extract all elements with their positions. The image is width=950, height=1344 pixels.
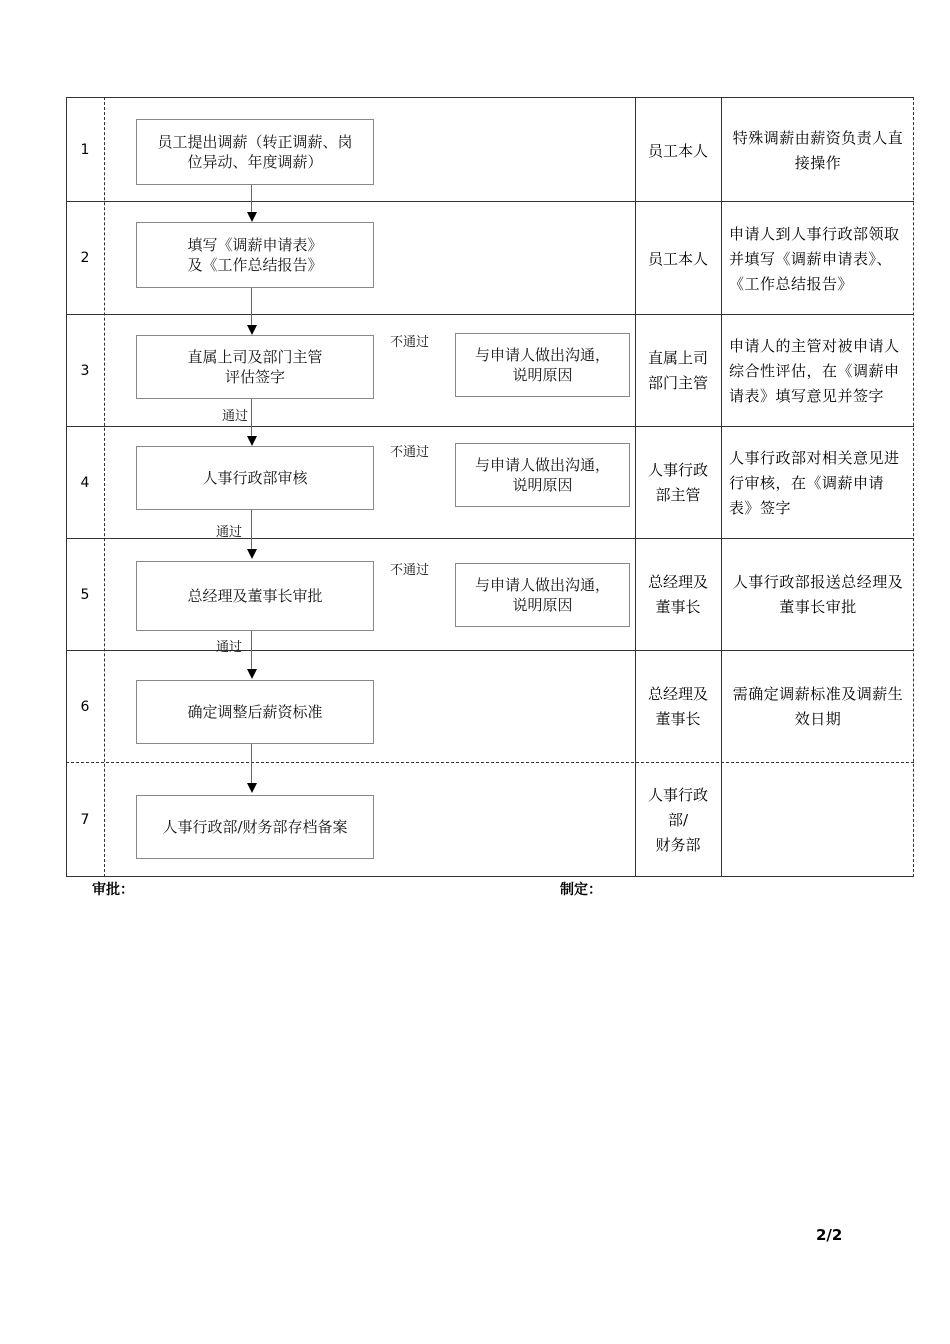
step-description: 人事行政部报送总经理及董事长审批 <box>732 573 904 616</box>
flow-connector <box>251 510 252 550</box>
arrow-down-icon <box>247 325 257 335</box>
step-description <box>729 766 907 874</box>
step-box: 填写《调薪申请表》 及《工作总结报告》 <box>136 222 374 288</box>
reject-label: 不通过 <box>390 563 430 578</box>
step-role: 人事行政 部/ 财务部 <box>647 785 708 854</box>
row-separator <box>66 762 914 763</box>
step-description: 申请人的主管对被申请人综合性评估，在《调薪申请表》填写意见并签字 <box>729 336 900 405</box>
page-number: 2/2 <box>816 1226 843 1244</box>
step-number: 6 <box>80 699 90 715</box>
step-number: 5 <box>80 587 90 603</box>
arrow-down-icon <box>247 669 257 679</box>
step-description: 申请人到人事行政部领取并填写《调薪申请表》、《工作总结报告》 <box>729 224 900 293</box>
reject-label: 不通过 <box>390 445 430 460</box>
step-box: 人事行政部审核 <box>136 446 374 510</box>
step-number: 3 <box>80 363 90 379</box>
arrow-down-icon <box>247 783 257 793</box>
step-box: 确定调整后薪资标准 <box>136 680 374 744</box>
arrow-down-icon <box>247 549 257 559</box>
reject-box: 与申请人做出沟通， 说明原因 <box>455 563 630 627</box>
col-divider-role <box>721 97 722 877</box>
step-role: 总经理及 董事长 <box>647 573 708 616</box>
table-top-border <box>66 97 914 98</box>
step-role: 员工本人 <box>647 141 708 160</box>
step-number: 2 <box>80 250 90 266</box>
table-right-border <box>913 97 914 877</box>
step-description: 特殊调薪由薪资负责人直接操作 <box>732 129 904 172</box>
pass-label: 通过 <box>222 409 249 424</box>
step-role: 总经理及 董事长 <box>647 685 708 728</box>
flow-connector <box>251 631 252 670</box>
flow-connector <box>251 399 252 437</box>
arrow-down-icon <box>247 212 257 222</box>
col-divider-num <box>104 97 105 877</box>
pass-label: 通过 <box>216 525 243 540</box>
step-box: 总经理及董事长审批 <box>136 561 374 631</box>
step-number: 1 <box>80 142 90 158</box>
row-separator <box>66 650 914 651</box>
row-separator <box>66 314 914 315</box>
row-separator <box>66 201 914 202</box>
flow-connector <box>251 744 252 784</box>
pass-label: 通过 <box>216 640 243 655</box>
step-role: 人事行政 部主管 <box>647 461 708 504</box>
step-number: 7 <box>80 812 90 828</box>
reject-box: 与申请人做出沟通， 说明原因 <box>455 443 630 507</box>
flow-connector <box>251 185 252 213</box>
flow-connector <box>251 288 252 326</box>
step-box: 员工提出调薪（转正调薪、岗 位异动、年度调薪） <box>136 119 374 185</box>
step-role: 员工本人 <box>647 249 708 268</box>
reject-box: 与申请人做出沟通， 说明原因 <box>455 333 630 397</box>
step-number: 4 <box>80 475 90 491</box>
table-bottom-border <box>66 876 914 877</box>
step-box: 人事行政部/财务部存档备案 <box>136 795 374 859</box>
arrow-down-icon <box>247 436 257 446</box>
approve-label: 审批： <box>92 882 134 898</box>
row-separator <box>66 426 914 427</box>
reject-label: 不通过 <box>390 335 430 350</box>
step-role: 直属上司 部门主管 <box>647 349 708 392</box>
step-description: 人事行政部对相关意见进行审核，在《调薪申请表》签字 <box>729 448 900 517</box>
step-description: 需确定调薪标准及调薪生效日期 <box>732 685 904 728</box>
step-box: 直属上司及部门主管 评估签字 <box>136 335 374 399</box>
row-separator <box>66 538 914 539</box>
author-label: 制定： <box>560 882 602 898</box>
